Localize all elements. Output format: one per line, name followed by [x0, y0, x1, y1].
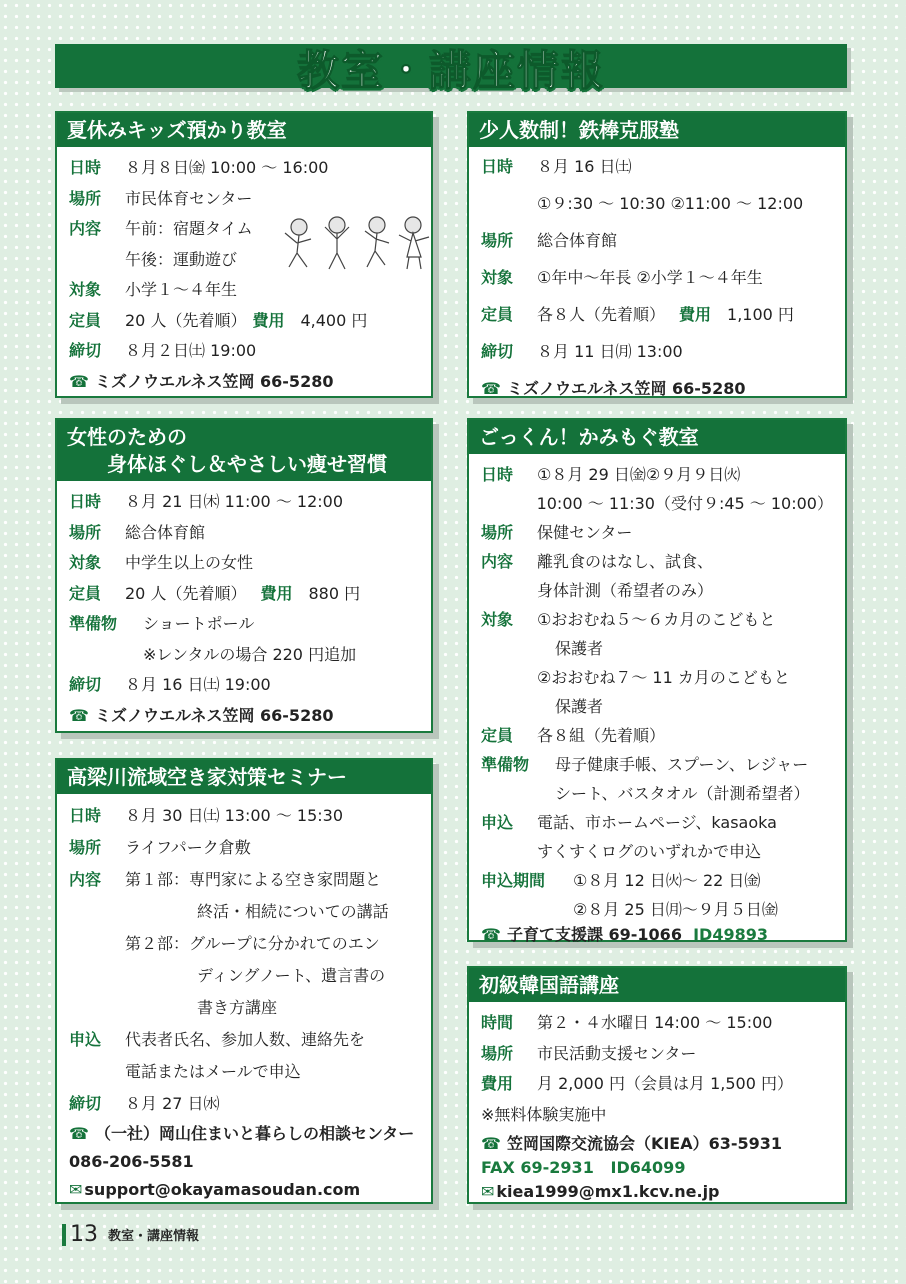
footer-section: 教室・講座情報	[108, 1229, 200, 1244]
label: 準備物	[69, 614, 118, 633]
value: 市民体育センター	[125, 188, 253, 208]
value: ８月２日㈯ 19:00	[125, 341, 257, 360]
value: シート、バスタオル（計測希望者）	[555, 784, 810, 803]
label: 締切	[69, 675, 102, 694]
value: ①９:30 ～ 10:30 ②11:00 ～ 12:00	[537, 194, 804, 213]
value: ８月 16 日㈯ 19:00	[125, 675, 271, 694]
value: 20 人（先着順）	[125, 583, 247, 603]
card-women	[55, 418, 433, 733]
label: 定員	[69, 310, 102, 330]
kids-illustration	[279, 213, 431, 273]
label: 日時	[69, 806, 102, 825]
value: 小学１～４年生	[125, 280, 238, 299]
label: 定員	[481, 305, 514, 324]
label: 対象	[69, 553, 102, 572]
label: 場所	[69, 838, 102, 857]
contact: ☎ （一社）岡山住まいと暮らしの相談センター	[69, 1124, 415, 1143]
value: 月 2,000 円（会員は月 1,500 円）	[537, 1074, 793, 1093]
contact: ☎ ミズノウエルネス笠岡 66-5280	[69, 371, 334, 391]
phone-icon: ☎	[69, 371, 89, 391]
value: 代表者氏名、参加人数、連絡先を	[125, 1030, 366, 1049]
value: 身体計測（希望者のみ）	[537, 581, 714, 600]
label: 場所	[69, 522, 102, 542]
contact: ☎ ミズノウエルネス笠岡 66-5280	[69, 705, 334, 725]
value: ８月 16 日㈯	[537, 157, 632, 176]
phone-icon: ☎	[481, 1134, 501, 1153]
phone-icon: ☎	[481, 379, 501, 398]
label: 日時	[481, 465, 514, 484]
value: 各８組（先着順）	[537, 726, 666, 745]
phone-icon: ☎	[481, 925, 501, 944]
value: ８月 30 日㈯ 13:00 ～ 15:30	[125, 806, 344, 825]
value: 20 人（先着順）	[125, 310, 247, 330]
value: ディングノート、遺言書の	[197, 966, 386, 985]
contact-fax: FAX 69-2931 ID64099	[481, 1158, 686, 1177]
label: 申込	[69, 1030, 102, 1049]
value: 書き方講座	[197, 998, 278, 1017]
value: ②おおむね７～ 11 カ月のこどもと	[537, 668, 790, 687]
value: 午後：運動遊び	[125, 249, 238, 269]
label: 対象	[69, 280, 102, 299]
phone-icon: ☎	[69, 1124, 89, 1143]
label: 場所	[481, 1043, 514, 1063]
value: 離乳食のはなし、試食、	[537, 552, 714, 571]
label: 定員	[69, 583, 102, 603]
label: 日時	[481, 157, 514, 176]
page-footer	[62, 1224, 199, 1246]
value: 1,100 円	[727, 305, 794, 324]
contact-email: ✉ support@okayamasoudan.com	[69, 1180, 361, 1199]
value: ８月 21 日㈭ 11:00 ～ 12:00	[125, 492, 344, 511]
value: ①８月 29 日㈮②９月９日㈫	[537, 465, 741, 484]
contact-id: ID49893	[693, 925, 768, 944]
card-title	[57, 420, 431, 481]
label: 締切	[69, 341, 102, 360]
contact-phone: 086-206-5581	[69, 1152, 194, 1171]
label: 対象	[481, 610, 514, 629]
card-title-line2: 身体ほぐし＆やさしい痩せ習慣	[107, 452, 387, 476]
value: ショートポール	[143, 614, 255, 633]
value: 880 円	[308, 583, 361, 603]
label: 内容	[69, 870, 102, 889]
value: 保健センター	[537, 523, 633, 542]
card-title: 初級韓国語講座	[469, 968, 845, 1002]
value: 保護者	[555, 639, 604, 658]
label: 定員	[481, 726, 514, 745]
contact: ☎ ミズノウエルネス笠岡 66-5280	[481, 379, 746, 398]
mail-icon: ✉	[69, 1180, 83, 1199]
value: 市民活動支援センター	[537, 1043, 697, 1063]
value: 4,400 円	[300, 310, 368, 330]
value: 中学生以上の女性	[125, 553, 254, 572]
note: ※無料体験実施中	[481, 1104, 607, 1124]
value: 10:00 ～ 11:30（受付９:45 ～ 10:00）	[536, 494, 833, 513]
value: 総合体育館	[537, 231, 618, 250]
card-tetsubo	[467, 111, 847, 398]
card-title: 夏休みキッズ預かり教室	[57, 113, 431, 147]
value: 保護者	[555, 697, 604, 716]
label: 場所	[69, 188, 102, 208]
label: 場所	[481, 231, 514, 250]
value: 各８人（先着順）	[537, 305, 666, 324]
label: 場所	[481, 523, 514, 542]
contact: ☎ 子育て支援課 69-1066 ID49893	[481, 925, 768, 944]
label: 日時	[69, 158, 102, 177]
label: 費用	[679, 305, 712, 324]
value: ②８月 25 日㈪～９月５日㈮	[573, 900, 778, 919]
page-title: 教室・講座情報	[296, 46, 605, 95]
phone-icon: ☎	[69, 705, 89, 725]
contact-email: ✉ kiea1999@mx1.kcv.ne.jp	[481, 1182, 720, 1201]
value: ８月 27 日㈬	[125, 1094, 220, 1113]
card-title: ごっくん！かみもぐ教室	[469, 420, 845, 454]
value: 電話、市ホームページ、kasaoka	[537, 813, 777, 832]
value: ①年中～年長 ②小学１～４年生	[537, 268, 763, 287]
label: 準備物	[481, 755, 530, 774]
label: 対象	[481, 268, 514, 287]
card-title-line1: 女性のための	[67, 425, 187, 449]
label: 申込期間	[481, 871, 546, 890]
label: 内容	[481, 552, 514, 571]
label: 費用	[481, 1074, 514, 1093]
value: 第１部：専門家による空き家問題と	[125, 870, 382, 889]
card-title: 少人数制！鉄棒克服塾	[469, 113, 845, 147]
label: 費用	[252, 310, 285, 330]
page-banner	[55, 44, 847, 95]
value: ※レンタルの場合 220 円追加	[143, 644, 357, 664]
label: 内容	[69, 219, 102, 238]
value: 午前：宿題タイム	[125, 219, 253, 238]
label: 締切	[481, 342, 514, 361]
label: 申込	[481, 813, 514, 832]
value: 電話またはメールで申込	[125, 1062, 301, 1081]
value: 総合体育館	[125, 522, 206, 542]
card-kids	[55, 111, 433, 398]
value: 終活・相続についての講話	[197, 902, 389, 921]
label: 日時	[69, 492, 102, 511]
page-number: 13	[62, 1224, 98, 1246]
value: ８月８日㈮ 10:00 ～ 16:00	[125, 158, 329, 177]
card-gokkun	[467, 418, 847, 942]
mail-icon: ✉	[481, 1182, 495, 1201]
value: 母子健康手帳、スプーン、レジャー	[555, 755, 809, 774]
card-title: 高梁川流域空き家対策セミナー	[57, 760, 431, 794]
value: ライフパーク倉敷	[125, 838, 251, 857]
card-korean	[467, 966, 847, 1204]
value: 第２・４水曜日 14:00 ～ 15:00	[537, 1013, 773, 1032]
value: すくすくログのいずれかで申込	[537, 842, 762, 861]
card-seminar	[55, 758, 433, 1204]
value: ①８月 12 日㈫～ 22 日㈮	[573, 871, 761, 890]
label: 時間	[481, 1013, 514, 1032]
label: 費用	[260, 583, 293, 603]
value: ８月 11 日㈪ 13:00	[537, 342, 683, 361]
value: ①おおむね５～６カ月のこどもと	[537, 610, 776, 629]
value: 第２部：グループに分かれてのエン	[125, 934, 380, 953]
contact: ☎ 笠岡国際交流協会（KIEA）63-5931	[481, 1134, 783, 1153]
label: 締切	[69, 1094, 102, 1113]
